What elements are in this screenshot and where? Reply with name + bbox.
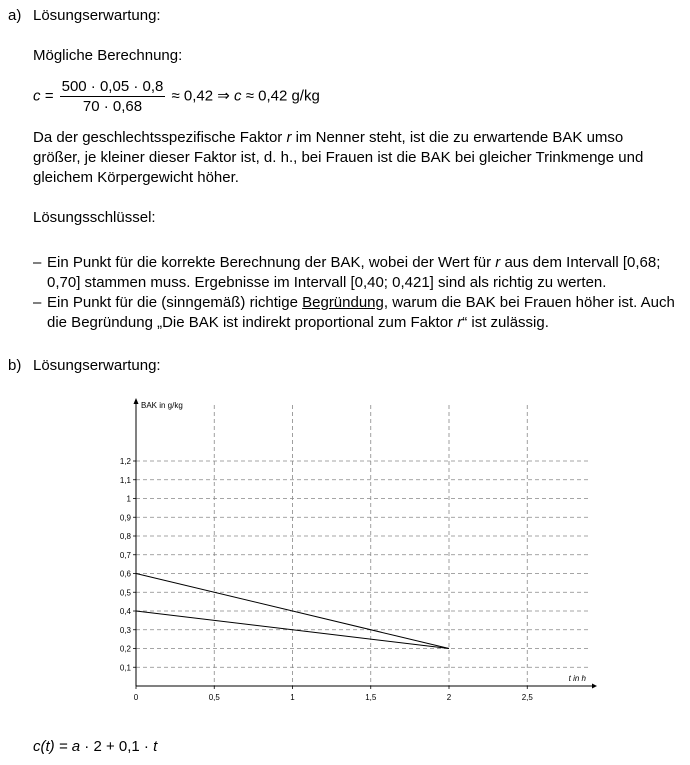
key-bullet-1 [33, 253, 678, 293]
formula-b-lhs: c(t) = [33, 738, 72, 755]
formula-fraction [60, 78, 166, 115]
explanation-paragraph [33, 128, 673, 188]
y-tick-label: 0,4 [119, 607, 131, 616]
y-tick-label: 0,7 [119, 550, 131, 560]
bullet-2-underlined: Begründung [302, 294, 384, 311]
formula-a [33, 78, 320, 115]
key-bullet-2 [33, 293, 678, 333]
y-tick-label: 1,1 [119, 475, 131, 485]
formula-b-a: a [71, 738, 81, 755]
explanation-part1: Da der geschlechtsspezifische Faktor [33, 129, 287, 146]
x-tick-label: 1,5 [365, 693, 377, 702]
bullet-1-part1: Ein Punkt für die korrekte Berechnung der BAK, wobei der Wert für [47, 254, 496, 271]
x-axis-label: t in h [568, 674, 586, 683]
y-tick-label: 0,9 [119, 513, 131, 523]
formula-result: ≈ 0,42 g/kg [245, 87, 320, 105]
bullet-2-var: r [457, 314, 463, 331]
chart-grid [136, 405, 588, 686]
bullet-1-part2: aus dem Intervall [0,68; 0,70] stammen muss. Ergebnisse im Intervall [0,40; 0,421] sind als richtig zu werten. [47, 254, 661, 291]
y-tick-label: 1,2 [119, 457, 131, 466]
part-a-heading: Lösungserwartung: [33, 7, 161, 24]
bak-chart [110, 390, 600, 720]
y-tick-label: 0,8 [119, 532, 131, 541]
explanation-var: r [286, 129, 292, 146]
formula-b [33, 738, 157, 755]
bullet-dash: – [33, 294, 42, 311]
x-tick-label: 1 [290, 693, 295, 702]
part-b-label: b) [8, 357, 22, 374]
formula-b-rest: · 2 + 0,1 · [80, 738, 154, 755]
formula-result-var: c [234, 87, 242, 105]
x-tick-label: 0 [133, 693, 139, 702]
formula-denominator: 70 · 0,68 [82, 98, 143, 115]
y-tick-label: 0,3 [119, 625, 131, 635]
formula-lhs: c = [33, 87, 54, 105]
formula-approx: ≈ 0,42 ⇒ [171, 87, 230, 105]
part-a-label: a) [8, 7, 22, 24]
calc-heading: Mögliche Berechnung: [33, 47, 183, 64]
y-tick-label: 0,5 [119, 588, 131, 598]
part-b-heading: Lösungserwartung: [33, 357, 161, 374]
y-tick-label: 0,2 [119, 644, 131, 654]
bullet-1-var: r [495, 254, 501, 271]
explanation-part2: im Nenner steht, ist die zu erwartende BAK umso größer, je kleiner dieser Faktor ist, d. h., bei Frauen ist die BAK bei gleicher Trinkmenge und gleichem Körpergewicht höher. [33, 129, 644, 186]
bullet-2-part1: Ein Punkt für die (sinngemäß) richtige [47, 294, 303, 311]
y-tick-label: 0,1 [119, 663, 131, 673]
x-tick-label: 2,5 [521, 693, 533, 702]
bullet-dash: – [33, 254, 42, 271]
formula-b-t: t [153, 738, 158, 755]
y-axis-arrow [134, 398, 139, 404]
x-tick-label: 0,5 [208, 693, 220, 702]
x-tick-label: 2 [446, 693, 452, 702]
key-heading: Lösungsschlüssel: [33, 209, 156, 226]
formula-numerator: 500 · 0,05 · 0,8 [61, 78, 164, 95]
bullet-2-part2: , warum die BAK bei Frauen höher ist. Auch die Begründung „Die BAK ist indirekt proportional zum Faktor [47, 294, 675, 331]
y-tick-label: 0,6 [119, 569, 131, 579]
x-axis-arrow [592, 684, 597, 689]
bullet-2-part3: “ ist zulässig. [462, 314, 549, 331]
chart-labels [120, 401, 587, 702]
y-axis-label: BAK in g/kg [141, 401, 183, 410]
y-tick-label: 1 [126, 494, 131, 504]
